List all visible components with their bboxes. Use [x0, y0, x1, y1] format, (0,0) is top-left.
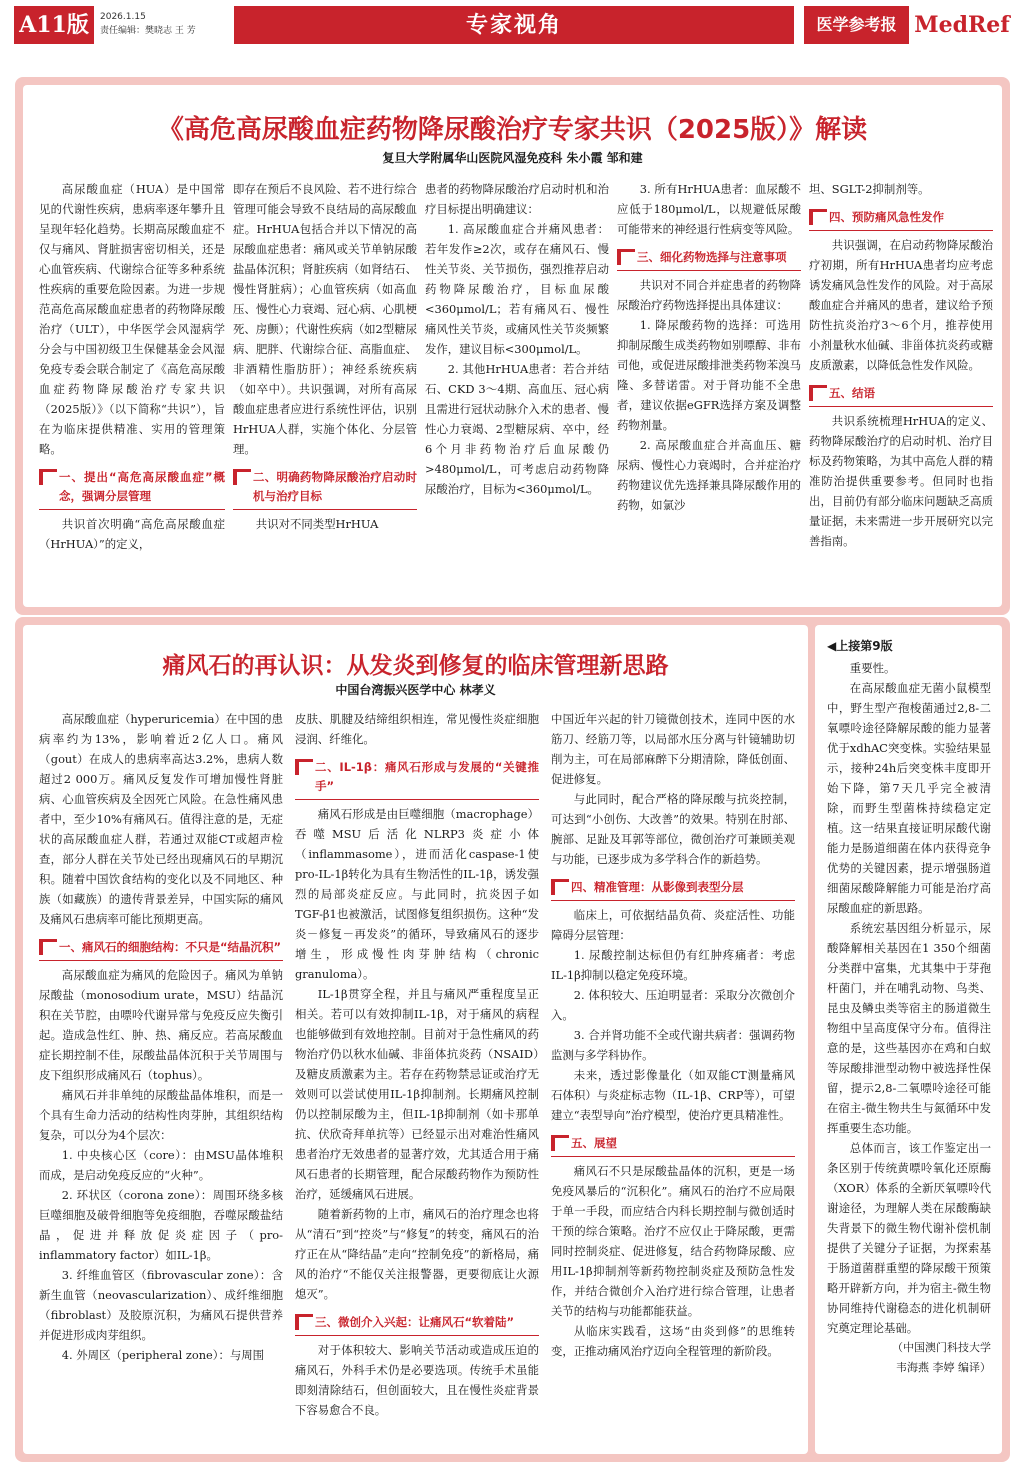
column-title: 专家视角 [234, 6, 794, 44]
paragraph: 3. 合并肾功能不全或代谢共病者：强调药物监测与多学科协作。 [551, 1028, 795, 1062]
section-heading: 四、预防痛风急性发作 [809, 205, 993, 231]
paragraph: 高尿酸血症（HUA）是中国常见的代谢性疾病，患病率逐年攀升且呈现年轻化趋势。长期高尿酸血症不仅与痛风、肾脏损害密切相关，还是心血管疾病、代谢综合征等多种系统性疾病的重要危险因素。为进一步规范高危高尿酸血症患者的药物降尿酸治疗（ULT），中华医学会风湿病学分会与中国初级卫生保健基金会风湿免疫专委会联合制定了《高危高尿酸血症药物降尿酸治疗专家共识（2025版）》（以下简称“共识”），旨在为临床提供精准、实用的管理策略。 [39, 182, 225, 456]
article2-col-1 [39, 709, 283, 1449]
paragraph: 高尿酸血症为痛风的危险因子。痛风为单钠尿酸盐（monosodium urate，MSU）结晶沉积在关节腔，由嘌呤代谢异常与免疫反应失衡引起。造成急性红、肿、热、痛反应。若高尿酸血症长期控制不佳，尿酸盐晶体沉积于关节周围与皮下组织形成痛风石（tophus）。 [39, 968, 283, 1082]
paragraph: 共识对不同类型HrHUA [255, 517, 379, 531]
section-heading: 一、痛风石的细胞结构：不只是“结晶沉积” [39, 935, 283, 961]
paragraph: 共识首次明确“高危高尿酸血症（HrHUA）”的定义， [39, 517, 225, 551]
paragraph: 痛风石不只是尿酸盐晶体的沉积，更是一场免疫风暴后的“沉积化”。痛风石的治疗不应局限于单一手段，而应结合内科长期控制与微创适时干预的综合策略。治疗不应仅止于降尿酸，更需同时控制炎症、促进修复，结合药物降尿酸、应用IL-1β抑制剂等新药物控制炎症及预防急性发作，并结合微创介入治疗进行综合管理，让患者关节的结构与功能都能获益。 [551, 1164, 795, 1318]
paragraph: 1. 降尿酸药物的选择：可选用抑制尿酸生成类药物如别嘌醇、非布司他，或促进尿酸排泄类药物苯溴马隆、多替诺雷。对于肾功能不全患者，建议依据eGFR选择方案及调整药物剂量。 [617, 318, 801, 432]
paragraph: 共识对不同合并症患者的药物降尿酸治疗药物选择提出具体建议： [617, 278, 801, 312]
paragraph: 系统宏基因组分析显示，尿酸降解相关基因在1 350个细菌分类群中富集，尤其集中于芽孢杆菌门，并在哺乳动物、鸟类、昆虫及鳞虫类等宿主的肠道微生物组中呈高度保守分布。值得注意的是，这些基因亦在鸡和白蚁等尿酸排泄型动物中被选择性保留，提示2,8-二氧嘌呤途径可能在宿主-微生物共生与氮循环中发挥重要生态功能。 [827, 921, 991, 1135]
article1-col-3 [425, 179, 609, 605]
paragraph: 坦、SGLT-2抑制剂等。 [809, 182, 930, 196]
paragraph: 从临床实践看，这场“由炎到修”的思维转变，正推动痛风治疗迈向全程管理的新阶段。 [551, 1324, 795, 1358]
page-header [14, 6, 1010, 44]
section-heading: 一、提出“高危高尿酸血症”概念，强调分层管理 [39, 465, 225, 510]
continued-from-label: ◀上接第9版 [827, 639, 893, 653]
page-number-badge: A11版 [14, 6, 94, 44]
paragraph: 未来，透过影像量化（如双能CT测量痛风石体积）与炎症标志物（IL-1β、CRP等），可望建立“表型导向”治疗模型，使治疗更具精准性。 [551, 1068, 795, 1122]
article1-col-4 [617, 179, 801, 605]
article1-col-2 [233, 179, 417, 605]
article1-col-1 [39, 179, 225, 605]
brand-logo-cn: 医学参考报 [804, 6, 909, 44]
paragraph: 1. 尿酸控制达标但仍有红肿疼痛者：考虑IL-1β抑制以稳定免疫环境。 [551, 948, 795, 982]
article1-title: 《高危高尿酸血症药物降尿酸治疗专家共识（2025版）》解读 [157, 115, 868, 145]
paragraph: 随着新药物的上市，痛风石的治疗理念也将从“清石”到“控炎”与“修复”的转变，痛风石的治疗正在从“降结晶”走向“控制免疫”的新格局，痛风的治疗“不能仅关注报警器，更要彻底让火源熄灭”。 [295, 1207, 539, 1301]
paragraph: 4. 外周区（peripheral zone）：与周围 [61, 1348, 265, 1362]
editor-credit: 责任编辑：樊晓志 王 芳 [100, 26, 196, 36]
paragraph: 痛风石并非单纯的尿酸盐晶体堆积，而是一个具有生命力活动的结构性肉芽肿，其组织结构复杂，可以分为4个层次： [39, 1088, 283, 1142]
translator-credit: 韦海燕 李婷 编译） [896, 1361, 991, 1374]
section-heading: 二、明确药物降尿酸治疗启动时机与治疗目标 [233, 465, 417, 510]
section-heading: 三、细化药物选择与注意事项 [617, 245, 801, 271]
article-tophus [23, 625, 808, 1454]
issue-date: 2026.1.15 [100, 12, 146, 22]
paragraph: 3. 纤维血管区（fibrovascular zone）：含新生血管（neovascularization）、成纤维细胞（fibroblast）及胶原沉积，为痛风石提供营养并促进形成肉芽组织。 [39, 1268, 283, 1342]
article1-byline: 复旦大学附属华山医院风湿免疫科 朱小霞 邹和建 [382, 151, 643, 165]
paragraph: 重要性。 [849, 661, 896, 675]
paragraph: 2. 环状区（corona zone）：周围环绕多核巨噬细胞及破骨细胞等免疫细胞，吞噬尿酸盐结晶，促进并释放促炎症因子（pro-inflammatory factor）如IL-1β。 [39, 1188, 283, 1262]
article2-col-2 [295, 709, 539, 1449]
paragraph: 即存在预后不良风险、若不进行综合管理可能会导致不良结局的高尿酸血症。HrHUA包括合并以下情况的高尿酸血症患者：痛风或关节单钠尿酸盐晶体沉积；肾脏疾病（如肾结石、慢性肾脏病）；心血管疾病（如高血压、慢性心力衰竭、冠心病、心肌梗死、房颤）；代谢性疾病（如2型糖尿病、肥胖、代谢综合征、高脂血症、非酒精性脂肪肝）；神经系统疾病（如卒中）。共识强调，对所有高尿酸血症患者应进行系统性评估，识别HrHUA人群，实施个体化、分层管理。 [233, 182, 417, 456]
article-consensus [15, 77, 1010, 615]
article1-col-5 [809, 179, 993, 605]
issue-meta [100, 10, 196, 38]
brand-logo-en: MedRef [914, 12, 1010, 38]
section-heading: 五、展望 [551, 1131, 795, 1157]
paragraph: 高尿酸血症（hyperuricemia）在中国的患病率约为13%，影响着近2亿人口。痛风（gout）在成人的患病率高达3.2%，患病人数超过2 000万。痛风反复发作可增加慢性肾脏病、心血管疾病及全因死亡风险。在急性痛风患者中，至少10%有痛风石。值得注意的是，无症状的高尿酸血症人群，若通过双能CT或超声检查，部分人群在关节处已经出现痛风石的早期沉积。随着中国饮食结构的变化以及不同地区、种族（如藏族）的遗传背景差异，中国实际的痛风及痛风石患病率可能比预期更高。 [39, 712, 283, 926]
paragraph: 皮肤、肌腱及结缔组织相连，常见慢性炎症细胞浸润、纤维化。 [295, 712, 539, 746]
paragraph: 对于体积较大、影响关节活动或造成压迫的痛风石，外科手术仍是必要选项。传统手术虽能即刻清除结石，但创面较大，且在慢性炎症背景下容易愈合不良。 [295, 1343, 539, 1417]
section-heading: 五、结语 [809, 381, 993, 407]
paragraph: IL-1β贯穿全程，并且与痛风严重程度呈正相关。若可以有效抑制IL-1β，对于痛风的病程也能够做到有效地控制。目前对于急性痛风的药物治疗仍以秋水仙碱、非甾体抗炎药（NSAID）及糖皮质激素为主。若存在药物禁忌证或治疗无效则可以尝试使用IL-1β抑制剂。长期痛风控制仍以控制尿酸为主，但IL-1β抑制剂（如卡那单抗、伏欣奇拜单抗等）已经显示出对难治性痛风患者治疗无效患者的显著疗效，尤其适合用于痛风石患者的长期管理，配合尿酸药物作为预防性治疗，延缓痛风石进展。 [295, 987, 539, 1201]
paragraph: 在高尿酸血症无菌小鼠模型中，野生型产孢梭菌通过2,8-二氧嘌呤途径降解尿酸的能力显著优于xdhAC突变株。实验结果显示，接种24h后突变株丰度即开始下降，第7天几乎完全被清除，而野生型菌株持续稳定定植。这一结果直接证明尿酸代谢能力是肠道细菌在体内获得竞争优势的关键因素，提示增强肠道细菌尿酸降解能力可能是治疗高尿酸血症的新思路。 [827, 681, 991, 915]
paragraph: 临床上，可依据结晶负荷、炎症活性、功能障碍分层管理： [551, 908, 795, 942]
paragraph: 1. 中央核心区（core）：由MSU晶体堆积而成，是启动免疫反应的“火种”。 [39, 1148, 283, 1182]
paragraph: 患者的药物降尿酸治疗启动时机和治疗目标提出明确建议： [425, 182, 609, 216]
article2-byline: 中国台湾振兴医学中心 林孝义 [335, 683, 496, 697]
paragraph: 2. 高尿酸血症合并高血压、糖尿病、慢性心力衰竭时，合并症治疗药物建议优先选择兼具降尿酸作用的药物，如氯沙 [617, 438, 801, 512]
section-heading: 二、IL-1β：痛风石形成与发展的“关键推手” [295, 755, 539, 800]
paragraph: 与此同时，配合严格的降尿酸与抗炎控制，可达到“小创伤、大改善”的效果。特别在肘部、腕部、足趾及耳郭等部位，微创治疗可兼顾美观与功能，已逐步成为多学科合作的新趋势。 [551, 792, 795, 866]
paragraph: 共识系统梳理HrHUA的定义、药物降尿酸治疗的启动时机、治疗目标及药物策略，为其中高危人群的精准防治提供重要参考。但同时也指出，目前仍有部分临床问题缺乏高质量证据，未来需进一步开展研究以完善指南。 [809, 414, 993, 548]
paragraph: 1. 高尿酸血症合并痛风患者：若年发作≥2次，或存在痛风石、慢性关节炎、关节损伤，强烈推荐启动药物降尿酸治疗，目标血尿酸<360μmol/L；若有痛风石、慢性痛风性关节炎，或痛风性关节炎频繁发作，建议目标<300μmol/L。 [425, 222, 609, 356]
article2-title: 痛风石的再认识：从发炎到修复的临床管理新思路 [162, 653, 669, 679]
paragraph: 痛风石形成是由巨噬细胞（macrophage）吞噬MSU后活化NLRP3炎症小体（inflammasome），进而活化caspase-1使pro-IL-1β转化为具有生物活性的IL-1β，诱发强烈的局部炎症反应。与此同时，抗炎因子如TGF-β1也被激活，试图修复组织损伤。这种“发炎－修复－再发炎”的循环，导致痛风石的逐步增生，形成慢性肉芽肿结构（chronic granuloma）。 [295, 807, 539, 981]
paragraph: 中国近年兴起的针刀镜微创技术，连同中医的水筋刀、经筋刀等，以局部水压分离与针镜辅助切削为主，可在局部麻醉下分期清除，降低创面、促进修复。 [551, 712, 795, 786]
paragraph: 2. 其他HrHUA患者：若合并结石、CKD 3～4期、高血压、冠心病且需进行冠状动脉介入术的患者、慢性心力衰竭、2型糖尿病、卒中，经6个月非药物治疗后血尿酸仍>480μmol/L，可考虑启动药物降尿酸治疗，目标为<360μmol/L。 [425, 362, 609, 496]
continued-sidebar [815, 625, 1002, 1454]
section-heading: 三、微创介入兴起：让痛风石“软着陆” [295, 1310, 539, 1336]
section-heading: 四、精准管理：从影像到表型分层 [551, 875, 795, 901]
paragraph: 3. 所有HrHUA患者：血尿酸不应低于180μmol/L，以规避低尿酸可能带来的神经退行性病变等风险。 [617, 182, 801, 236]
paragraph: 共识强调，在启动药物降尿酸治疗初期，所有HrHUA患者均应考虑诱发痛风急性发作的风险。对于高尿酸血症合并痛风的患者，建议给予预防性抗炎治疗3～6个月，推荐使用小剂量秋水仙碱、非甾体抗炎药或糖皮质激素，以降低急性发作风险。 [809, 238, 993, 372]
article2-col-3 [551, 709, 795, 1449]
article-tophus-frame [15, 617, 1010, 1462]
sidebar-text [827, 637, 991, 1449]
paragraph: 总体而言，该工作鉴定出一条区别于传统黄嘌呤氧化还原酶（XOR）体系的全新厌氧嘌呤代谢途径，为理解人类在尿酸酶缺失背景下的微生物代谢补偿机制提供了关键分子证据，为探索基于肠道菌群重塑的降尿酸干预策略开辟新方向，并为宿主-微生物协同维持代谢稳态的进化机制研究奠定理论基础。 [827, 1141, 991, 1335]
paragraph: 2. 体积较大、压迫明显者：采取分次微创介入。 [551, 988, 795, 1022]
translator-credit: （中国澳门科技大学 [892, 1341, 991, 1354]
